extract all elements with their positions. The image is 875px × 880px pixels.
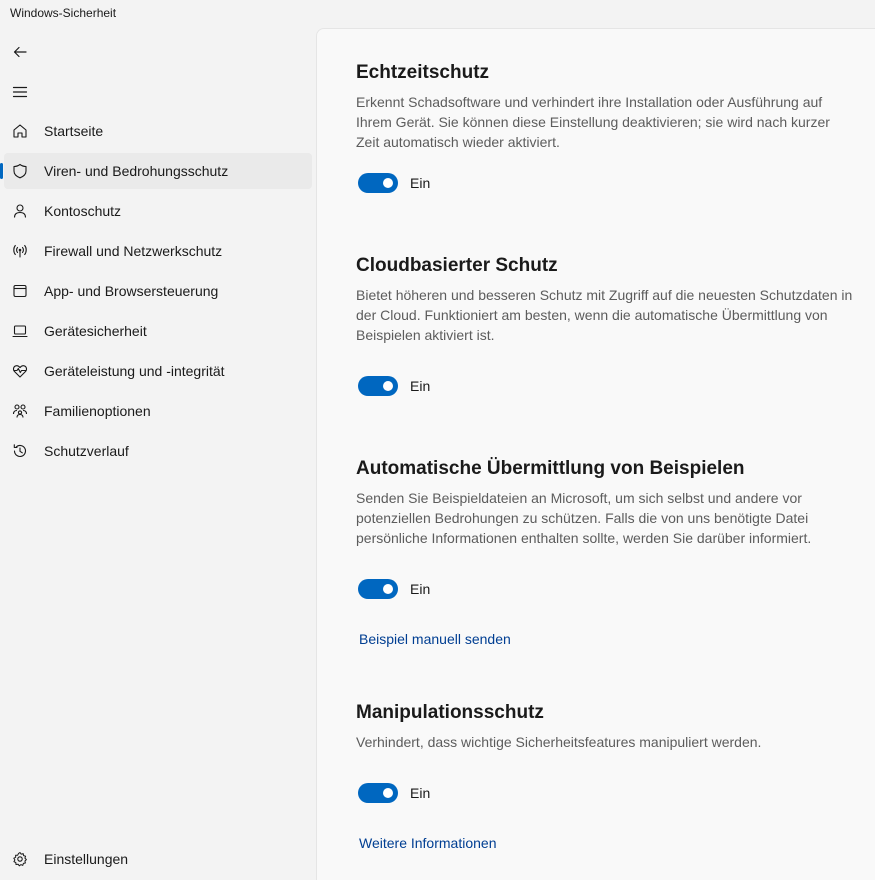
sidebar-item-viren-bedrohungsschutz[interactable] bbox=[4, 153, 312, 189]
section-echtzeitschutz bbox=[356, 60, 856, 152]
section-description: Senden Sie Beispieldateien an Microsoft, um sich selbst und andere vor potenziellen Bedrohungen zu schützen. Falls die von uns benötigte Datei persönliche Informationen enthalten sollte, werden Sie darüber informiert. bbox=[356, 490, 812, 546]
toggle-row-uebermittlung bbox=[358, 579, 430, 599]
toggle-row-echtzeitschutz bbox=[358, 173, 430, 193]
sidebar-item-label: Viren- und Bedrohungsschutz bbox=[44, 163, 229, 179]
family-icon bbox=[10, 401, 30, 421]
shield-icon bbox=[10, 161, 30, 181]
heart-pulse-icon bbox=[10, 361, 30, 381]
beispiel-manuell-senden-link[interactable]: Beispiel manuell senden bbox=[359, 631, 511, 647]
history-icon bbox=[10, 441, 30, 461]
sidebar-item-kontoschutz[interactable] bbox=[4, 193, 312, 229]
antenna-icon bbox=[10, 241, 30, 261]
hamburger-icon bbox=[12, 84, 28, 100]
content-panel bbox=[316, 28, 875, 880]
sidebar-item-geraetesicherheit[interactable] bbox=[4, 313, 312, 349]
section-automatische-uebermittlung bbox=[356, 456, 856, 548]
uebermittlung-toggle[interactable] bbox=[358, 579, 398, 599]
hamburger-menu-button[interactable] bbox=[8, 80, 32, 104]
section-description: Bietet höheren und besseren Schutz mit Zugriff auf die neuesten Schutzdaten in der Cloud. Funktioniert am besten, wenn die automatische Übermittlung von Beispielen aktiviert ist. bbox=[356, 287, 853, 343]
gear-icon bbox=[10, 849, 30, 869]
sidebar-item-schutzverlauf[interactable] bbox=[4, 433, 312, 469]
window-title: Windows-Sicherheit bbox=[10, 6, 117, 20]
sidebar-item-label: Schutzverlauf bbox=[44, 443, 129, 459]
sidebar-item-label: Familienoptionen bbox=[44, 403, 151, 419]
toggle-state-label: Ein bbox=[410, 581, 431, 597]
sidebar-item-label: Kontoschutz bbox=[44, 203, 122, 219]
settings-label: Einstellungen bbox=[44, 851, 129, 867]
section-title: Echtzeitschutz bbox=[356, 62, 490, 83]
app-window-icon bbox=[10, 281, 30, 301]
arrow-left-icon bbox=[12, 44, 28, 60]
sidebar-item-einstellungen[interactable] bbox=[4, 841, 312, 877]
section-description: Verhindert, dass wichtige Sicherheitsfeatures manipuliert werden. bbox=[356, 734, 762, 750]
sidebar-item-label: Geräteleistung und -integrität bbox=[44, 363, 225, 379]
sidebar-item-firewall[interactable] bbox=[4, 233, 312, 269]
section-title: Automatische Übermittlung von Beispielen bbox=[356, 458, 745, 479]
section-title: Cloudbasierter Schutz bbox=[356, 255, 558, 276]
section-title: Manipulationsschutz bbox=[356, 702, 544, 723]
section-manipulationsschutz bbox=[356, 700, 856, 752]
toggle-state-label: Ein bbox=[410, 378, 431, 394]
toggle-state-label: Ein bbox=[410, 175, 431, 191]
home-icon bbox=[10, 121, 30, 141]
sidebar-item-label: App- und Browsersteuerung bbox=[44, 283, 219, 299]
sidebar-nav bbox=[0, 113, 316, 473]
sidebar-item-label: Startseite bbox=[44, 123, 104, 139]
manipulationsschutz-toggle[interactable] bbox=[358, 783, 398, 803]
sidebar-item-geraeteleistung[interactable] bbox=[4, 353, 312, 389]
sidebar-item-label: Gerätesicherheit bbox=[44, 323, 147, 339]
toggle-row-cloud bbox=[358, 376, 430, 396]
weitere-informationen-link[interactable]: Weitere Informationen bbox=[359, 835, 497, 851]
sidebar-item-startseite[interactable] bbox=[4, 113, 312, 149]
laptop-icon bbox=[10, 321, 30, 341]
sidebar-item-familienoptionen[interactable] bbox=[4, 393, 312, 429]
toggle-state-label: Ein bbox=[410, 785, 431, 801]
echtzeitschutz-toggle[interactable] bbox=[358, 173, 398, 193]
cloud-schutz-toggle[interactable] bbox=[358, 376, 398, 396]
sidebar-item-app-browser[interactable] bbox=[4, 273, 312, 309]
toggle-row-manipulationsschutz bbox=[358, 783, 430, 803]
sidebar-item-label: Firewall und Netzwerkschutz bbox=[44, 243, 223, 259]
back-button[interactable] bbox=[8, 40, 32, 64]
section-description: Erkennt Schadsoftware und verhindert ihre Installation oder Ausführung auf Ihrem Gerät. Sie können diese Einstellung deaktivieren; sie wird nach kurzer Zeit automatisch wieder aktiviert. bbox=[356, 94, 830, 150]
person-icon bbox=[10, 201, 30, 221]
section-cloudbasierter-schutz bbox=[356, 253, 856, 345]
